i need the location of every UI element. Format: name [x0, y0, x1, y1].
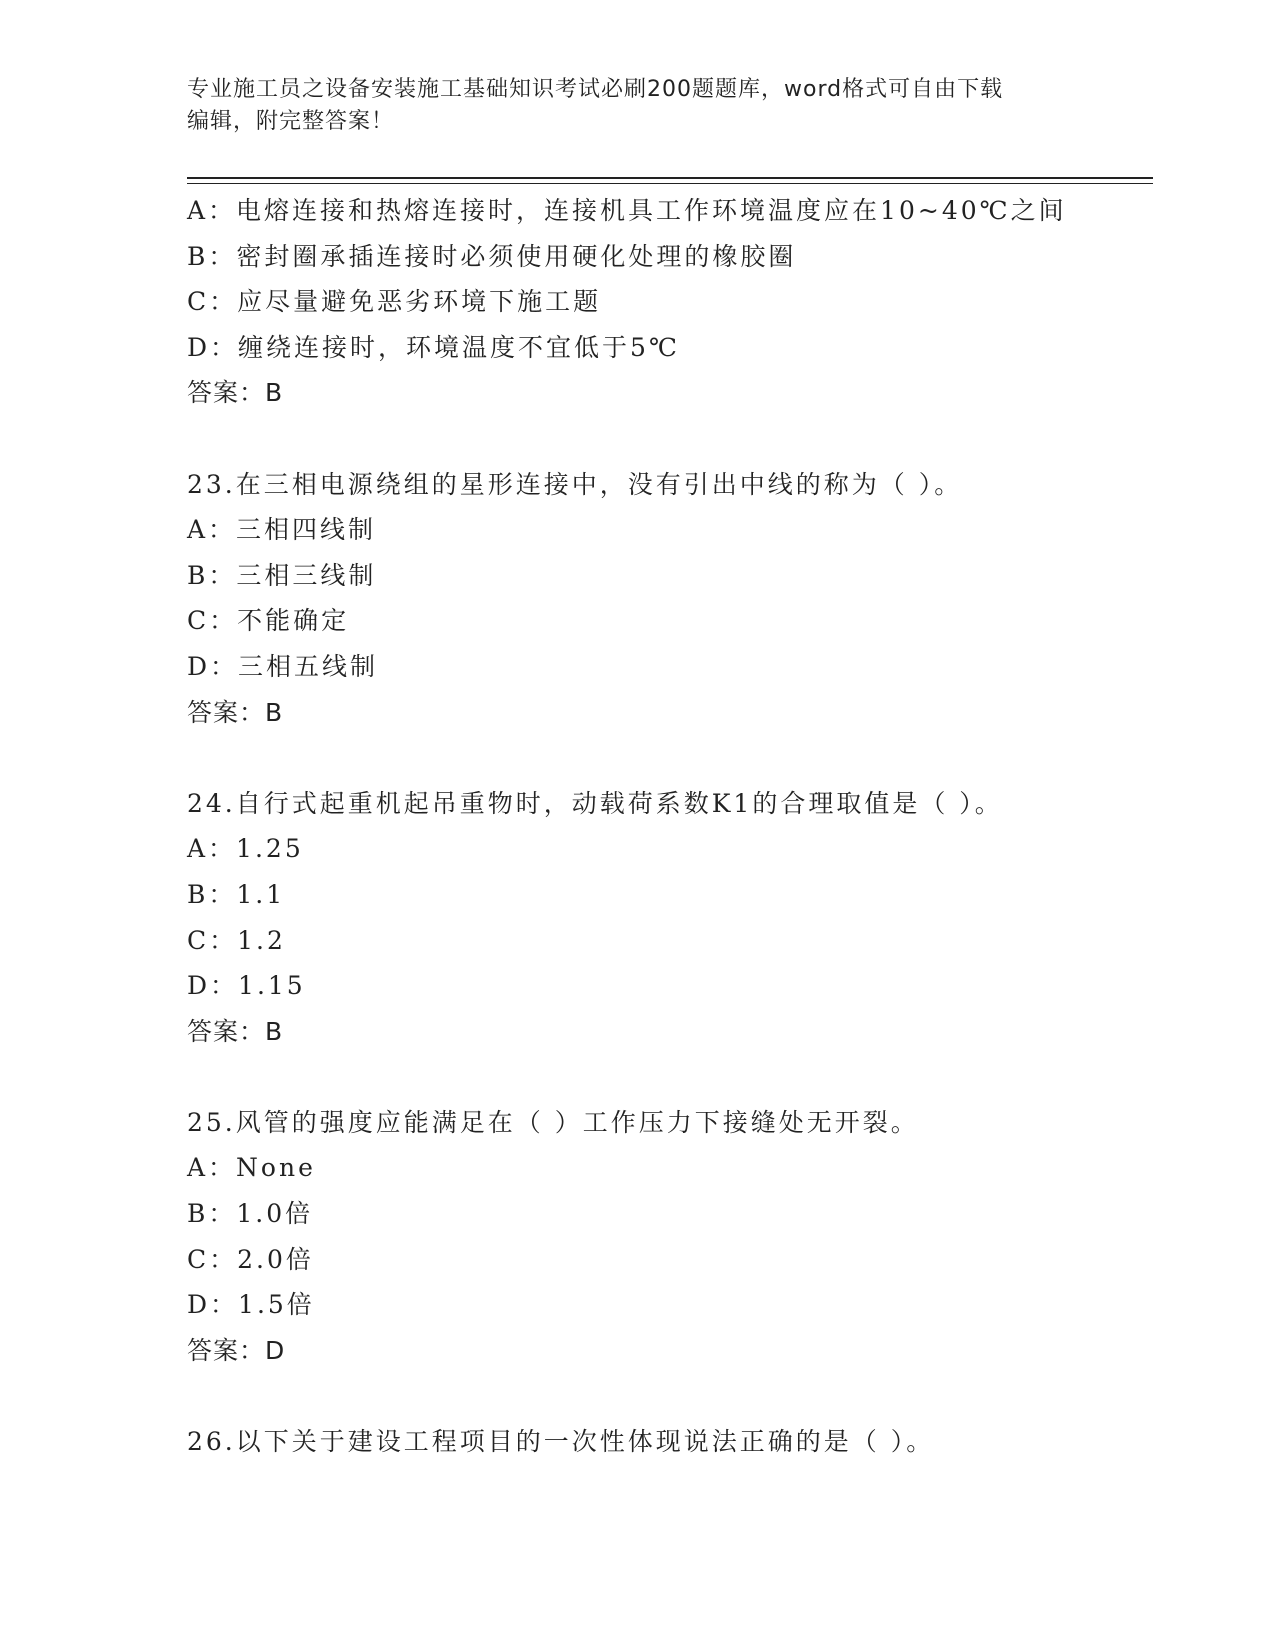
answer-line: 答案：B — [187, 697, 284, 727]
blank-line — [187, 1054, 1153, 1100]
question-list — [187, 188, 1153, 1465]
option-line: D：1.15 — [187, 971, 306, 1001]
option-line: A：1.25 — [187, 834, 304, 864]
header-line-1: 专业施工员之设备安装施工基础知识考试必刷200题题库，word格式可自由下载 — [187, 77, 1004, 102]
blank-line — [187, 1373, 1153, 1419]
question-stem: 25.风管的强度应能满足在（ ）工作压力下接缝处无开裂。 — [187, 1107, 919, 1137]
option-line: B：密封圈承插连接时必须使用硬化处理的橡胶圈 — [187, 241, 797, 271]
question-stem: 24.自行式起重机起吊重物时，动载荷系数K1的合理取值是（ ）。 — [187, 788, 1003, 818]
blank-line — [187, 416, 1153, 462]
option-line: B：1.0倍 — [187, 1199, 314, 1229]
header-divider-thin — [187, 183, 1153, 184]
option-line: C：不能确定 — [187, 606, 350, 636]
option-line: D：三相五线制 — [187, 651, 379, 681]
header-line-2: 编辑，附完整答案！ — [187, 109, 395, 134]
document-header — [187, 74, 1067, 138]
option-line: A：三相四线制 — [187, 515, 377, 545]
option-line: B：1.1 — [187, 879, 286, 909]
answer-line: 答案：D — [187, 1335, 286, 1365]
option-line: C：2.0倍 — [187, 1244, 314, 1274]
option-line: D：1.5倍 — [187, 1290, 315, 1320]
option-line: A：None — [187, 1153, 316, 1183]
option-line: B：三相三线制 — [187, 560, 377, 590]
blank-line — [187, 735, 1153, 781]
option-line: A：电熔连接和热熔连接时，连接机具工作环境温度应在10~40℃之间 — [187, 196, 1067, 225]
header-divider-thick — [187, 177, 1153, 179]
option-line: D：缠绕连接时，环境温度不宜低于5℃ — [187, 332, 680, 362]
option-line: C：1.2 — [187, 925, 286, 955]
answer-line: 答案：B — [187, 378, 284, 408]
answer-line: 答案：B — [187, 1016, 284, 1046]
question-stem: 26.以下关于建设工程项目的一次性体现说法正确的是（ ）。 — [187, 1427, 935, 1457]
question-stem: 23.在三相电源绕组的星形连接中，没有引出中线的称为（ ）。 — [187, 469, 963, 499]
option-line: C：应尽量避免恶劣环境下施工题 — [187, 287, 602, 317]
